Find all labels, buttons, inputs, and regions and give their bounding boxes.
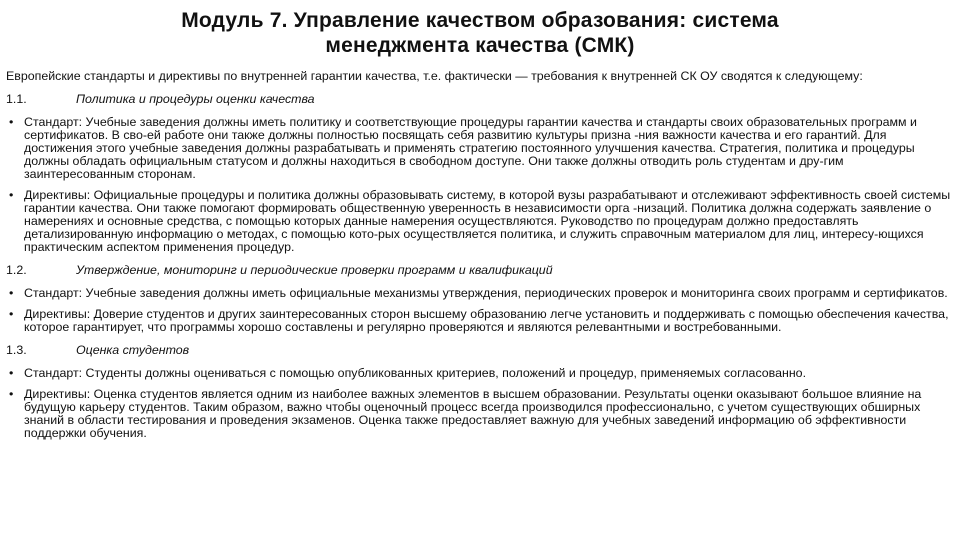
list-item (6, 388, 956, 440)
bullet-text: Стандарт: Учебные заведения должны иметь политику и соответствующие процедуры гарантии качества и стандарты своих образовательных программ и сертификатов. В сво-ей работе они также должны полностью посвящать себя развитию культуры призна -ния важности качества и его гарантий. Для достижения этого учебные заведения должны разрабатывать и применять стратегию постоянного улучшения качества. Стратегия, политика и процедуры должны обладать официальным статусом и должны находиться в свободном доступе. Они также должны отводить роль студентам и дру-гим заинтересованным сторонам. (24, 115, 917, 181)
bullet-icon: • (9, 366, 14, 380)
list-item (6, 367, 956, 380)
section-header-1-1 (6, 93, 956, 106)
list-item (6, 308, 956, 334)
bullet-icon: • (9, 188, 14, 202)
bullet-text: Стандарт: Учебные заведения должны иметь официальные механизмы утверждения, периодических проверок и мониторинга своих программ и сертификатов. (24, 286, 948, 300)
bullet-icon: • (9, 286, 14, 300)
title-line-1: Модуль 7. Управление качеством образования: система (181, 9, 779, 32)
section-number: 1.1. (6, 92, 27, 106)
list-item (6, 189, 956, 254)
intro-paragraph: Европейские стандарты и директивы по внутренней гарантии качества, т.е. фактически — требования к внутренней СК ОУ сводятся к следующему: (6, 69, 863, 83)
bullet-text: Директивы: Оценка студентов является одним из наиболее важных элементов в высшем образовании. Результаты оценки оказывают большое влияние на будущую карьеру студентов. Таким образом, важно чтобы оценочный процесс всегда производился профессионально, с учетом существующих обширных знаний в области тестирования и проведения экзаменов. Оценка также предоставляет важную для учебных заведений информацию об эффективности поддержки обучения. (24, 387, 922, 440)
bullet-icon: • (9, 307, 14, 321)
title-line-2: менеджмента качества (СМК) (325, 34, 635, 57)
section-number: 1.3. (6, 343, 27, 357)
section-heading: Утверждение, мониторинг и периодические проверки программ и квалификаций (76, 263, 553, 277)
section-heading: Оценка студентов (76, 343, 190, 357)
list-item (6, 116, 956, 181)
page-title (100, 8, 860, 58)
section-header-1-2 (6, 264, 956, 277)
section-heading: Политика и процедуры оценки качества (76, 92, 315, 106)
bullet-icon: • (9, 115, 14, 129)
section-header-1-3 (6, 344, 956, 357)
bullet-text: Стандарт: Студенты должны оцениваться с помощью опубликованных критериев, положений и процедур, применяемых согласованно. (24, 366, 807, 380)
list-item (6, 287, 956, 300)
bullet-icon: • (9, 387, 14, 401)
section-number: 1.2. (6, 263, 27, 277)
document-body (6, 70, 956, 448)
bullet-text: Директивы: Доверие студентов и других заинтересованных сторон высшему образованию легче установить и поддерживать с помощью обеспечения качества, которое гарантирует, что программы хорошо составлены и регулярно проверяются и являются релевантными и востребованными. (24, 307, 949, 334)
bullet-text: Директивы: Официальные процедуры и политика должны образовывать систему, в которой вузы разрабатывают и отслеживают эффективность своей системы гарантии качества. Они также помогают формировать общественную уверенность в независимости орга -низаций. Политика должна содержать заявление о намерениях и основные средства, с помощью которых данные намерения осуществляются. Руководство по процедурам должно предоставлять детализированную информацию о методах, с помощью кото-рых осуществляется политика, и служить справочным материалом для лиц, интересу-ющихся практическим аспектом применения процедур. (24, 188, 951, 254)
